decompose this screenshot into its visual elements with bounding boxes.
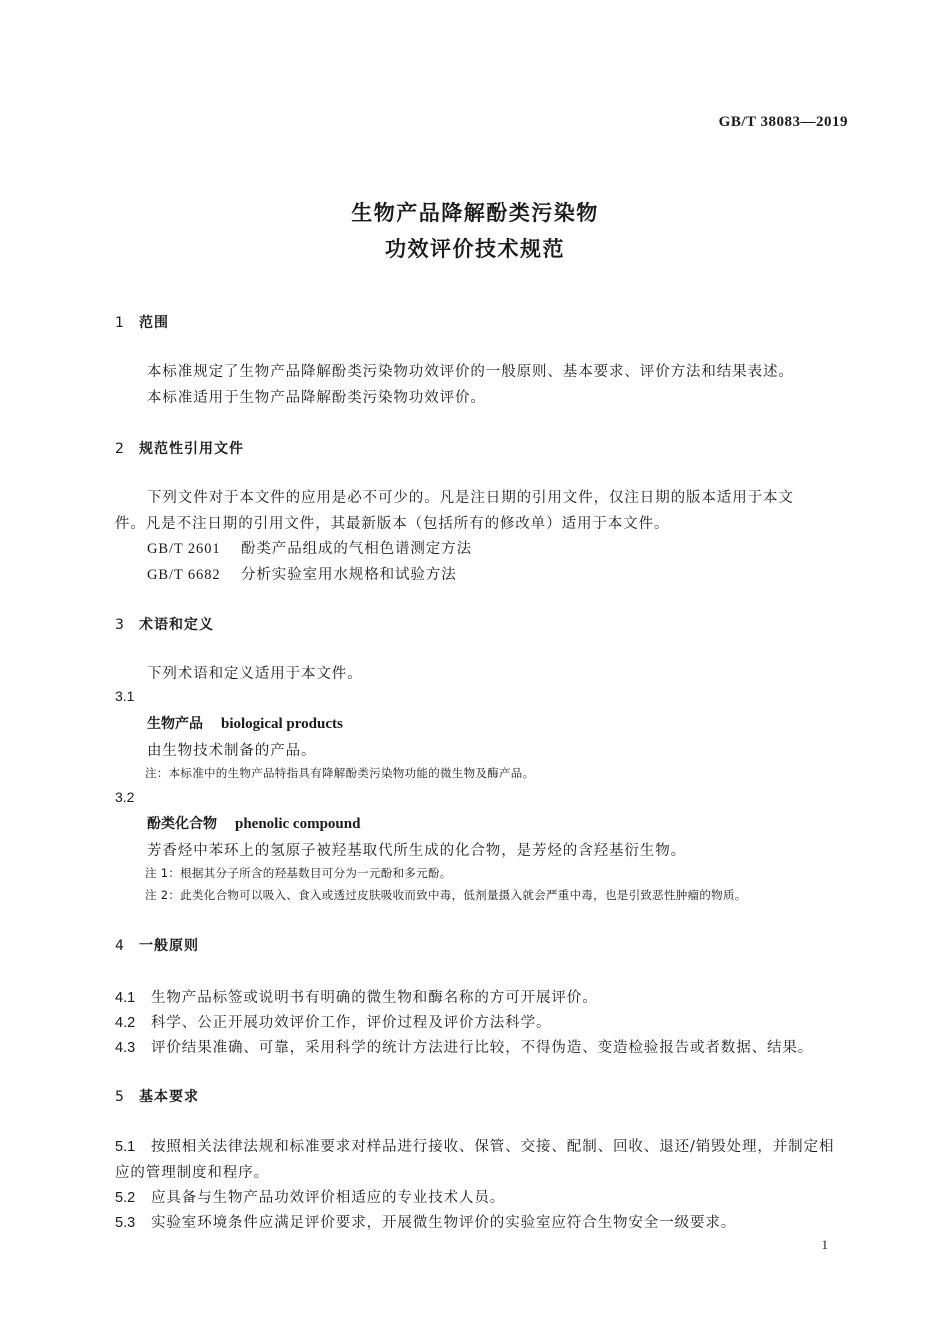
term-definition: 芳香烃中苯环上的氢原子被羟基取代所生成的化合物，是芳烃的含羟基衍生物。 bbox=[147, 843, 686, 859]
reference-code: GB/T 6682 bbox=[147, 567, 221, 583]
section-5-heading bbox=[115, 1086, 199, 1106]
document-title-line2: 功效评价技术规范 bbox=[385, 237, 565, 261]
section-title: 规范性引用文件 bbox=[139, 441, 244, 457]
paragraph: 下列文件对于本文件的应用是必不可少的。凡是注日期的引用文件，仅注日期的版本适用于本文 bbox=[147, 490, 794, 506]
clause-number: 5.2 bbox=[115, 1190, 136, 1206]
term-number: 3.1 bbox=[115, 688, 135, 704]
term-heading bbox=[147, 713, 343, 733]
term-heading bbox=[147, 813, 360, 833]
term-note: 注 2：此类化合物可以吸入、食入或透过皮肤吸收而致中毒，低剂量摄入就会严重中毒，也是引致恶性肿瘤的物质。 bbox=[145, 888, 747, 902]
section-title: 范围 bbox=[139, 315, 169, 331]
clause-number: 4.2 bbox=[115, 1015, 136, 1031]
term-english: phenolic compound bbox=[235, 816, 361, 832]
section-3-heading bbox=[115, 614, 214, 634]
section-number: 2 bbox=[115, 441, 125, 457]
term-chinese: 酚类化合物 bbox=[147, 816, 217, 832]
section-number: 3 bbox=[115, 617, 125, 633]
document-title-line1: 生物产品降解酚类污染物 bbox=[351, 201, 599, 225]
section-4-heading bbox=[115, 935, 199, 955]
clause-item bbox=[115, 986, 598, 1007]
paragraph-continued: 件。凡是不注日期的引用文件，其最新版本（包括所有的修改单）适用于本文件。 bbox=[115, 516, 670, 532]
term-number: 3.2 bbox=[115, 789, 135, 805]
reference-name: 酚类产品组成的气相色谱测定方法 bbox=[241, 541, 472, 557]
term-definition: 由生物技术制备的产品。 bbox=[147, 743, 317, 759]
clause-number: 4.1 bbox=[115, 990, 136, 1006]
paragraph: 本标准规定了生物产品降解酚类污染物功效评价的一般原则、基本要求、评价方法和结果表述。 bbox=[147, 364, 794, 380]
term-note: 注 1：根据其分子所含的羟基数目可分为一元酚和多元酚。 bbox=[145, 866, 452, 880]
clause-number: 4.3 bbox=[115, 1040, 136, 1056]
clause-number: 5.3 bbox=[115, 1215, 136, 1231]
clause-text: 应具备与生物产品功效评价相适应的专业技术人员。 bbox=[151, 1190, 506, 1206]
normative-reference bbox=[147, 563, 457, 584]
clause-text: 评价结果准确、可靠，采用科学的统计方法进行比较，不得伪造、变造检验报告或者数据、结果。 bbox=[151, 1040, 814, 1056]
clause-item bbox=[115, 1135, 834, 1156]
clause-text: 按照相关法律法规和标准要求对样品进行接收、保管、交接、配制、回收、退还/销毁处理，并制定相 bbox=[151, 1139, 835, 1155]
section-title: 基本要求 bbox=[139, 1089, 199, 1105]
page-number: 1 bbox=[821, 1237, 828, 1252]
clause-number: 5.1 bbox=[115, 1139, 136, 1155]
reference-name: 分析实验室用水规格和试验方法 bbox=[241, 567, 457, 583]
clause-text: 实验室环境条件应满足评价要求，开展微生物评价的实验室应符合生物安全一级要求。 bbox=[151, 1215, 737, 1231]
clause-item bbox=[115, 1186, 505, 1207]
reference-code: GB/T 2601 bbox=[147, 541, 221, 557]
clause-text-continued: 应的管理制度和程序。 bbox=[115, 1165, 269, 1181]
clause-item bbox=[115, 1211, 736, 1232]
paragraph: 本标准适用于生物产品降解酚类污染物功效评价。 bbox=[147, 390, 486, 406]
term-note: 注：本标准中的生物产品特指具有降解酚类污染物功能的微生物及酶产品。 bbox=[145, 766, 535, 780]
section-2-heading bbox=[115, 438, 244, 458]
section-title: 术语和定义 bbox=[139, 617, 214, 633]
section-1-heading bbox=[115, 312, 169, 332]
section-number: 5 bbox=[115, 1089, 125, 1105]
clause-item bbox=[115, 1011, 551, 1032]
section-number: 4 bbox=[115, 938, 125, 954]
clause-text: 生物产品标签或说明书有明确的微生物和酶名称的方可开展评价。 bbox=[151, 990, 598, 1006]
normative-reference bbox=[147, 537, 472, 558]
clause-item bbox=[115, 1036, 813, 1057]
section-title: 一般原则 bbox=[139, 938, 199, 954]
section-number: 1 bbox=[115, 315, 125, 331]
standard-number: GB/T 38083—2019 bbox=[718, 114, 848, 130]
paragraph: 下列术语和定义适用于本文件。 bbox=[147, 666, 363, 682]
term-chinese: 生物产品 bbox=[147, 716, 203, 732]
term-english: biological products bbox=[221, 716, 343, 732]
clause-text: 科学、公正开展功效评价工作，评价过程及评价方法科学。 bbox=[151, 1015, 552, 1031]
